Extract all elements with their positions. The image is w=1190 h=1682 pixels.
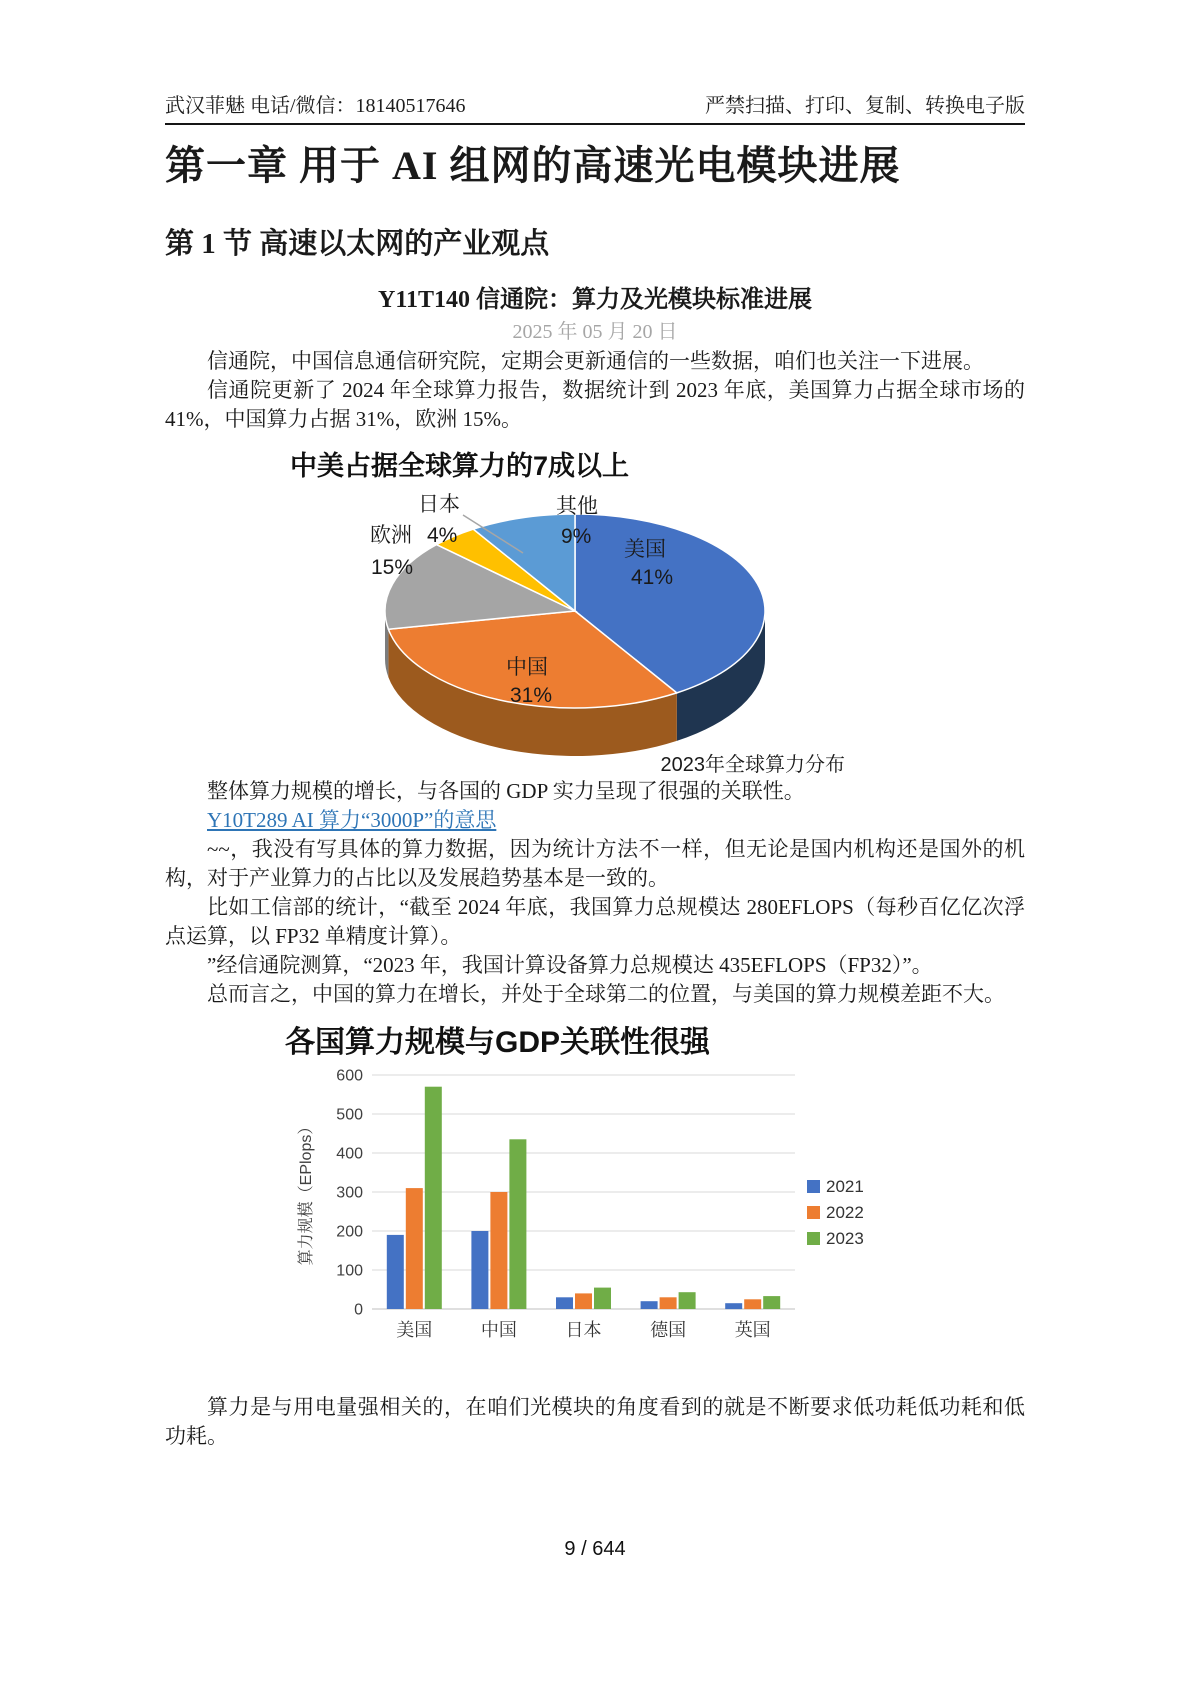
page-header <box>165 94 1025 125</box>
svg-text:中国: 中国 <box>480 1320 517 1340</box>
pie-value-usa: 41% <box>631 566 674 589</box>
article-date: 2025 年 05 月 20 日 <box>512 321 678 343</box>
svg-text:2023: 2023 <box>826 1229 864 1248</box>
link-line <box>165 806 1025 835</box>
svg-text:美国: 美国 <box>396 1320 433 1340</box>
svg-text:英国: 英国 <box>734 1320 771 1340</box>
page-number: 9 / 644 <box>564 1538 626 1560</box>
pie-value-other: 9% <box>561 525 592 548</box>
svg-text:日本: 日本 <box>565 1320 602 1340</box>
svg-text:600: 600 <box>336 1067 363 1085</box>
pie-value-china: 31% <box>510 684 553 707</box>
article-link[interactable]: Y10T289 AI 算力“3000P”的意思 <box>207 808 497 832</box>
svg-text:500: 500 <box>336 1106 363 1124</box>
header-right-text: 严禁扫描、打印、复制、转换电子版 <box>705 95 1025 117</box>
svg-text:300: 300 <box>336 1184 363 1202</box>
pie-chart-caption: 2023年全球算力分布 <box>660 754 845 776</box>
paragraph-4: ~~，我没有写具体的算力数据，因为统计方法不一样，但无论是国内机构还是国外的机构，对于产业算力的占比以及发展趋势基本是一致的。 <box>165 837 1025 890</box>
svg-text:100: 100 <box>336 1262 363 1280</box>
paragraph-3: 整体算力规模的增长，与各国的 GDP 实力呈现了很强的关联性。 <box>207 779 805 803</box>
section-title: 第 1 节 高速以太网的产业观点 <box>165 228 550 260</box>
svg-text:德国: 德国 <box>650 1320 687 1340</box>
svg-text:200: 200 <box>336 1223 363 1241</box>
pie-label-europe: 欧洲 <box>370 524 412 547</box>
paragraph-1: 信通院，中国信息通信研究院，定期会更新通信的一些数据，咱们也关注一下进展。 <box>207 349 984 373</box>
bar-chart-title: 各国算力规模与GDP关联性很强 <box>285 1026 711 1059</box>
pie-label-other: 其他 <box>556 495 598 518</box>
pie-value-europe: 15% <box>371 556 414 579</box>
svg-text:2021: 2021 <box>826 1177 864 1196</box>
paragraph-2: 信通院更新了 2024 年全球算力报告，数据统计到 2023 年底，美国算力占据全球市场的 41%，中国算力占据 31%，欧洲 15%。 <box>165 378 1025 431</box>
paragraph-5: 比如工信部的统计，“截至 2024 年底，我国算力总规模达 280EFLOPS（每秒百亿亿次浮点运算，以 FP32 单精度计算）。 <box>165 895 1025 948</box>
bar-chart-canvas <box>285 1065 885 1353</box>
pie-label-japan: 日本 <box>418 493 460 516</box>
svg-text:400: 400 <box>336 1145 363 1163</box>
pie-chart-title: 中美占据全球算力的7成以上 <box>290 451 630 481</box>
header-left-text: 武汉菲魅 电话/微信：18140517646 <box>165 95 466 117</box>
paragraph-8: 算力是与用电量强相关的，在咱们光模块的角度看到的就是不断要求低功耗低功耗和低功耗。 <box>165 1395 1025 1448</box>
paragraph-6: ”经信通院测算，“2023 年，我国计算设备算力总规模达 435EFLOPS（FP32）”。 <box>207 953 933 977</box>
article-title: Y11T140 信通院：算力及光模块标准进展 <box>377 287 812 313</box>
svg-text:算力规模（EPlops）: 算力规模（EPlops） <box>298 1118 315 1266</box>
svg-text:2022: 2022 <box>826 1203 864 1222</box>
pie-label-china: 中国 <box>506 656 548 679</box>
paragraph-7: 总而言之，中国的算力在增长，并处于全球第二的位置，与美国的算力规模差距不大。 <box>207 982 1005 1006</box>
chapter-title: 第一章 用于 AI 组网的高速光电模块进展 <box>165 143 901 188</box>
svg-text:0: 0 <box>354 1301 363 1319</box>
pie-label-usa: 美国 <box>624 538 666 561</box>
pie-value-japan: 4% <box>427 524 458 547</box>
pie-chart <box>330 491 830 779</box>
